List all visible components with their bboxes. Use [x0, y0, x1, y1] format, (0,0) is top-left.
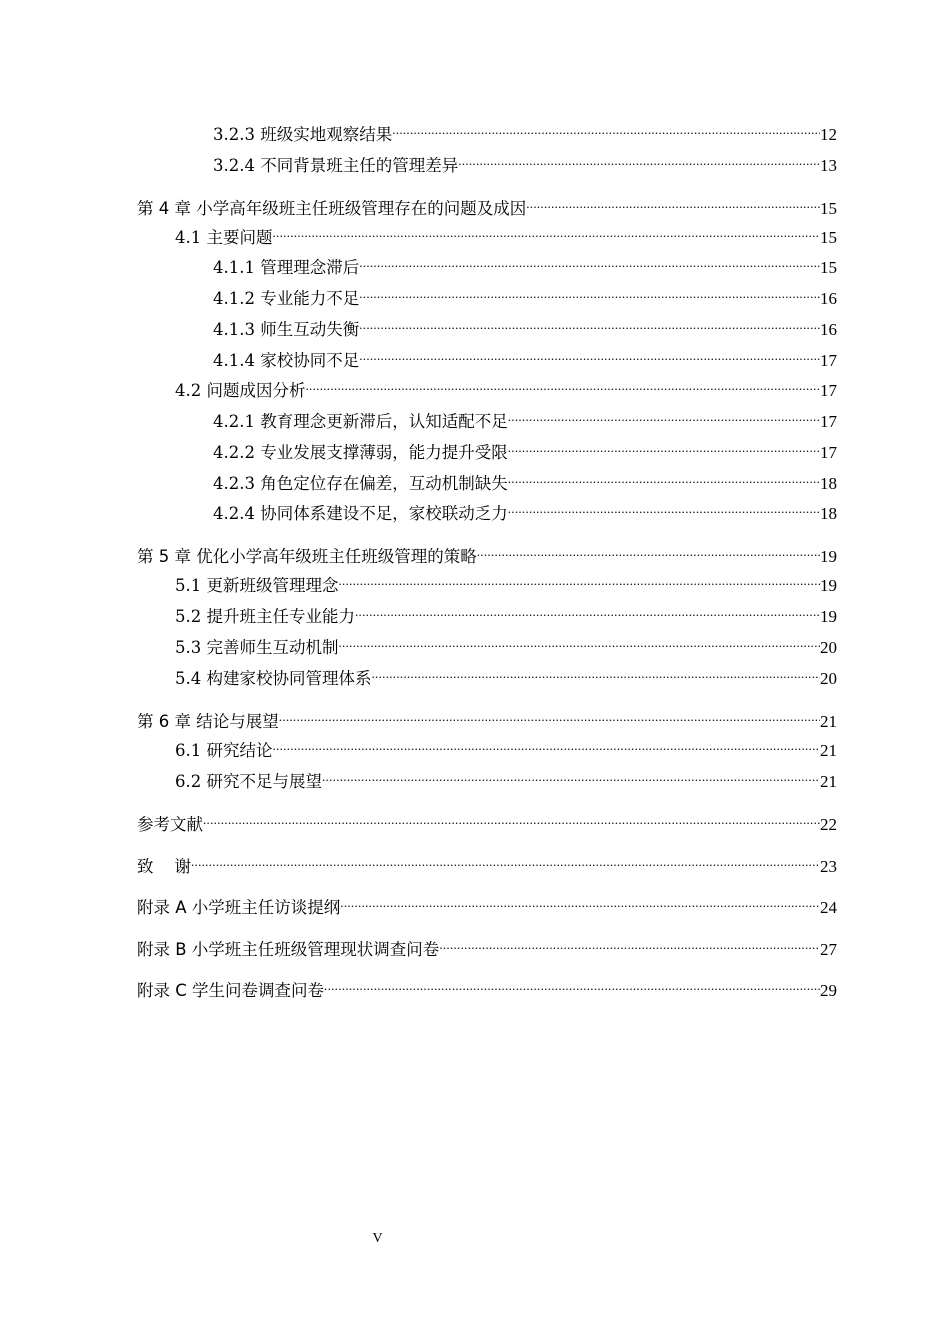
toc-entry-title: 6.2 研究不足与展望: [175, 772, 322, 791]
toc-chapter[interactable]: [137, 933, 837, 959]
toc-entry-page: 21: [820, 712, 837, 731]
toc-chapter[interactable]: [137, 891, 837, 917]
toc-leader-dots: [359, 344, 820, 366]
toc-entry-page: 16: [820, 289, 837, 308]
toc-entry-page: 18: [820, 504, 837, 523]
toc-leader-dots: [477, 540, 820, 562]
toc-entry-page: 29: [820, 981, 837, 1000]
toc-entry[interactable]: [213, 149, 837, 175]
toc-chapter[interactable]: [137, 540, 837, 566]
toc-entry-page: 17: [820, 412, 837, 431]
toc-entry-title: 致 谢: [137, 857, 191, 876]
toc-entry[interactable]: [213, 313, 837, 339]
toc-entry[interactable]: [213, 405, 837, 431]
toc-leader-dots: [324, 974, 820, 996]
toc-entry-page: 19: [820, 607, 837, 626]
toc-entry[interactable]: [213, 436, 837, 462]
toc-entry-title: 附录 B 小学班主任班级管理现状调查问卷: [137, 940, 440, 959]
toc-chapter[interactable]: [137, 850, 837, 876]
toc-entry-title: 4.2.4 协同体系建设不足，家校联动乏力: [213, 504, 508, 523]
toc-leader-dots: [273, 734, 821, 756]
toc-leader-dots: [508, 436, 820, 458]
toc-entry-page: 17: [820, 381, 837, 400]
toc-leader-dots: [508, 405, 820, 427]
toc-entry[interactable]: [175, 569, 837, 595]
toc-entry[interactable]: [175, 631, 837, 657]
toc-leader-dots: [458, 149, 820, 171]
toc-entry[interactable]: [175, 600, 837, 626]
toc-entry-title: 第 5 章 优化小学高年级班主任班级管理的策略: [137, 547, 477, 566]
toc-entry[interactable]: [175, 765, 837, 791]
toc-leader-dots: [322, 765, 820, 787]
toc-entry[interactable]: [213, 251, 837, 277]
toc-entry-title: 4.1.2 专业能力不足: [213, 289, 360, 308]
toc-leader-dots: [339, 631, 821, 653]
toc-entry-page: 15: [820, 199, 837, 218]
toc-entry-title: 5.2 提升班主任专业能力: [175, 607, 355, 626]
toc-entry-title: 4.2.1 教育理念更新滞后，认知适配不足: [213, 412, 508, 431]
toc-leader-dots: [279, 705, 820, 727]
toc-entry-page: 22: [820, 815, 837, 834]
toc-entry-title: 附录 C 学生问卷调查问卷: [137, 981, 325, 1000]
toc-entry-page: 15: [820, 228, 837, 247]
toc-leader-dots: [372, 662, 821, 684]
toc-entry[interactable]: [213, 118, 837, 144]
toc-chapter[interactable]: [137, 974, 837, 1000]
toc-entry-title: 5.3 完善师生互动机制: [175, 638, 339, 657]
toc-entry-title: 附录 A 小学班主任访谈提纲: [137, 898, 341, 917]
toc-chapter[interactable]: [137, 192, 837, 218]
toc-leader-dots: [355, 600, 820, 622]
toc-entry-title: 4.2.3 角色定位存在偏差，互动机制缺失: [213, 474, 508, 493]
page-number: V: [372, 1231, 383, 1246]
toc-leader-dots: [359, 251, 820, 273]
toc-leader-dots: [526, 192, 820, 214]
toc-leader-dots: [273, 221, 821, 243]
toc-entry[interactable]: [213, 282, 837, 308]
toc-entry-page: 21: [820, 772, 837, 791]
toc-leader-dots: [339, 569, 821, 591]
toc-entry-title: 6.1 研究结论: [175, 741, 273, 760]
toc-entry[interactable]: [213, 497, 837, 523]
toc-leader-dots: [508, 467, 820, 489]
toc-entry[interactable]: [175, 374, 837, 400]
toc-entry-page: 23: [820, 857, 837, 876]
toc-leader-dots: [203, 808, 820, 830]
toc-leader-dots: [392, 118, 820, 140]
toc-entry-page: 27: [820, 940, 837, 959]
toc-entry[interactable]: [175, 662, 837, 688]
toc-entry-page: 17: [820, 351, 837, 370]
toc-entry-title: 3.2.4 不同背景班主任的管理差异: [213, 156, 459, 175]
toc-leader-dots: [306, 374, 821, 396]
toc-chapter[interactable]: [137, 808, 837, 834]
toc-entry-page: 19: [820, 547, 837, 566]
toc-entry-title: 5.1 更新班级管理理念: [175, 576, 339, 595]
toc-entry-page: 20: [820, 638, 837, 657]
toc-entry-page: 20: [820, 669, 837, 688]
toc-leader-dots: [340, 891, 820, 913]
toc-entry-page: 13: [820, 156, 837, 175]
toc-leader-dots: [439, 933, 820, 955]
toc-entry-page: 21: [820, 741, 837, 760]
toc-entry-page: 24: [820, 898, 837, 917]
toc-leader-dots: [359, 282, 820, 304]
toc-entry-title: 4.1.1 管理理念滞后: [213, 258, 360, 277]
toc-entry-page: 19: [820, 576, 837, 595]
toc-entry-page: 16: [820, 320, 837, 339]
toc-entry-title: 4.2.2 专业发展支撑薄弱，能力提升受限: [213, 443, 508, 462]
toc-entry[interactable]: [175, 221, 837, 247]
toc-leader-dots: [359, 313, 820, 335]
toc-chapter[interactable]: [137, 705, 837, 731]
toc-entry-title: 3.2.3 班级实地观察结果: [213, 125, 393, 144]
toc-entry-title: 第 6 章 结论与展望: [137, 712, 279, 731]
toc-entry-title: 第 4 章 小学高年级班主任班级管理存在的问题及成因: [137, 199, 527, 218]
toc-entry[interactable]: [213, 344, 837, 370]
toc-entry-page: 18: [820, 474, 837, 493]
toc-entry-title: 参考文献: [137, 815, 203, 834]
toc-leader-dots: [508, 497, 820, 519]
toc-entry[interactable]: [213, 467, 837, 493]
toc-entry-page: 12: [820, 125, 837, 144]
toc-entry-title: 4.1 主要问题: [175, 228, 273, 247]
toc-entry-title: 4.1.4 家校协同不足: [213, 351, 360, 370]
toc-entry-page: 17: [820, 443, 837, 462]
toc-entry-page: 15: [820, 258, 837, 277]
toc-entry[interactable]: [175, 734, 837, 760]
toc-leader-dots: [191, 850, 820, 872]
toc-entry-title: 4.2 问题成因分析: [175, 381, 306, 400]
toc-entry-title: 5.4 构建家校协同管理体系: [175, 669, 372, 688]
toc-entry-title: 4.1.3 师生互动失衡: [213, 320, 360, 339]
